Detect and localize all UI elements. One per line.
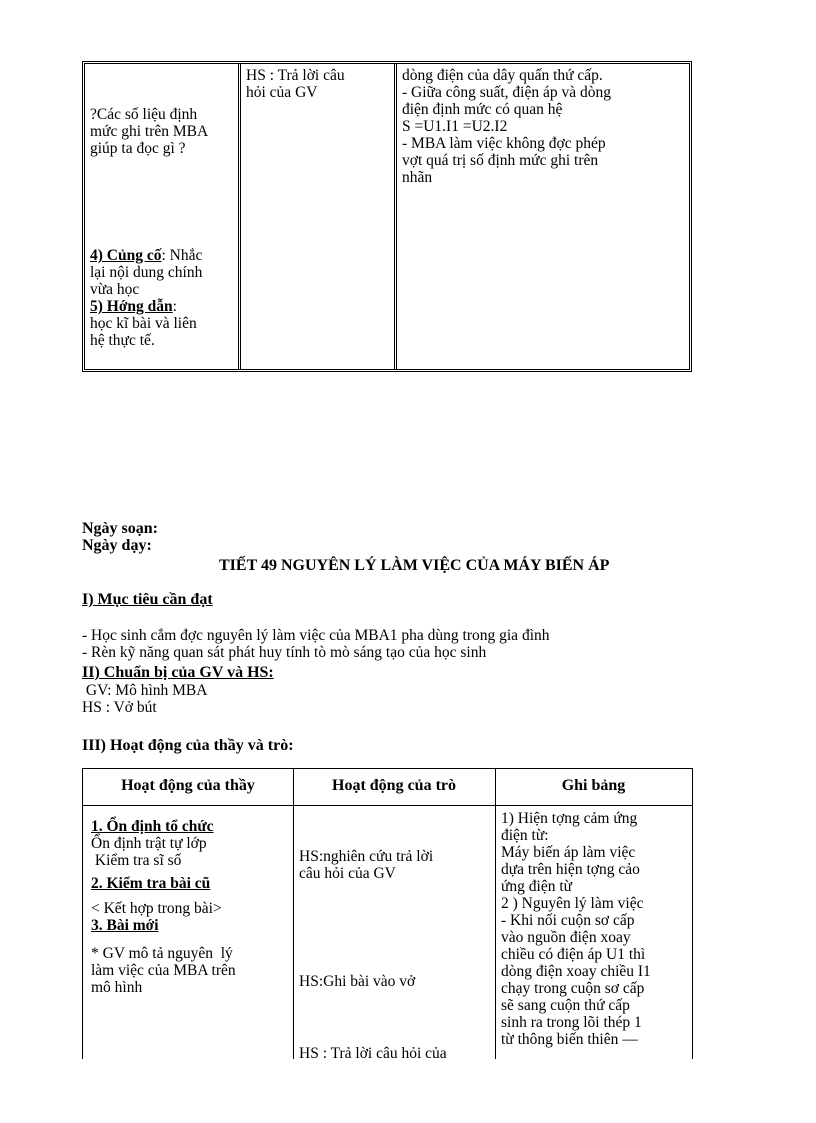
step-2-title: 2. Kiểm tra bài cũ — [91, 875, 211, 892]
top-table-col-teacher — [85, 64, 241, 369]
guide-title: 5) Hớng dẫn — [90, 298, 173, 315]
prep-date-label: Ngày soạn: — [82, 520, 159, 537]
student-activity-2: HS:Ghi bài vào vở — [299, 973, 416, 990]
top-table-col-student — [241, 64, 397, 369]
student-activity-3: HS : Trả lời câu hỏi của — [299, 1045, 447, 1062]
activity-table — [82, 768, 693, 1062]
header-student-activity: Hoạt động của trò — [332, 777, 456, 794]
column-divider — [495, 769, 496, 1059]
student-activity-1: HS:nghiên cứu trả lời câu hỏi của GV — [299, 848, 434, 882]
teacher-activity-cell: 1. Ổn định tổ chức Ổn định trật tự lớp Kiểm tra sĩ số 2. Kiểm tra bài cũ < Kết hợp trong bài> 3. Bài mới * GV mô tả nguyên lý làm việc của MBA trên mô hình — [91, 818, 236, 996]
header-teacher-activity: Hoạt động của thầy — [121, 777, 255, 794]
teach-date-label: Ngày dạy: — [82, 537, 152, 554]
section-1-items: - Học sinh cắm đợc nguyên lý làm việc của MBA1 pha dùng trong gia đình - Rèn kỹ năng quan sát phát huy tính tò mò sáng tạo của học sinh — [82, 627, 550, 661]
section-2-items: GV: Mô hình MBA HS : Vở bút — [82, 682, 208, 716]
student-answer-text: HS : Trả lời câu hỏi của GV — [246, 67, 345, 101]
header-board-notes: Ghi bảng — [561, 777, 626, 794]
question-text: ?Các số liệu định mức ghi trên MBA giúp ta đọc gì ? — [90, 106, 209, 157]
consolidate-title: 4) Củng cố — [90, 247, 162, 264]
board-notes-text: dòng điện của dây quấn thứ cấp. - Giữa công suất, điện áp và dòng điện định mức có quan hệ S =U1.I1 =U2.I2 - MBA làm việc không đợc phép vợt quá trị số định mức ghi trên nhãn — [402, 67, 611, 186]
step-3-title: 3. Bài mới — [91, 917, 159, 934]
top-table-col-board — [397, 64, 689, 369]
column-divider — [293, 769, 294, 1059]
step-1-title: 1. Ổn định tổ chức — [91, 818, 214, 835]
board-notes-cell: 1) Hiện tợng cảm ứng điện từ: Máy biến áp làm việc dựa trên hiện tợng cảo ứng điện từ 2 ) Nguyên lý làm việc - Khi nối cuộn sơ cấp vào nguồn điện xoay chiều có điện áp U1 thì dòng điện xoay chiều I1 chạy trong cuộn sơ cấp sẽ sang cuộn thứ cấp sinh ra trong lõi thép 1 từ thông biến thiên — — [501, 810, 651, 1048]
section-3-title: III) Hoạt động của thầy và trò: — [82, 737, 294, 754]
section-1-title: I) Mục tiêu cần đạt — [82, 591, 213, 608]
consolidate-block: 4) Củng cố: Nhắc lại nội dung chính vừa học 5) Hớng dẫn: học kĩ bài và liên hệ thực tế. — [90, 247, 203, 349]
section-2-title: II) Chuẩn bị của GV và HS: — [82, 664, 274, 681]
top-table — [82, 61, 692, 372]
page-title: TIẾT 49 NGUYÊN LÝ LÀM VIỆC CỦA MÁY BIẾN ÁP — [219, 557, 610, 574]
